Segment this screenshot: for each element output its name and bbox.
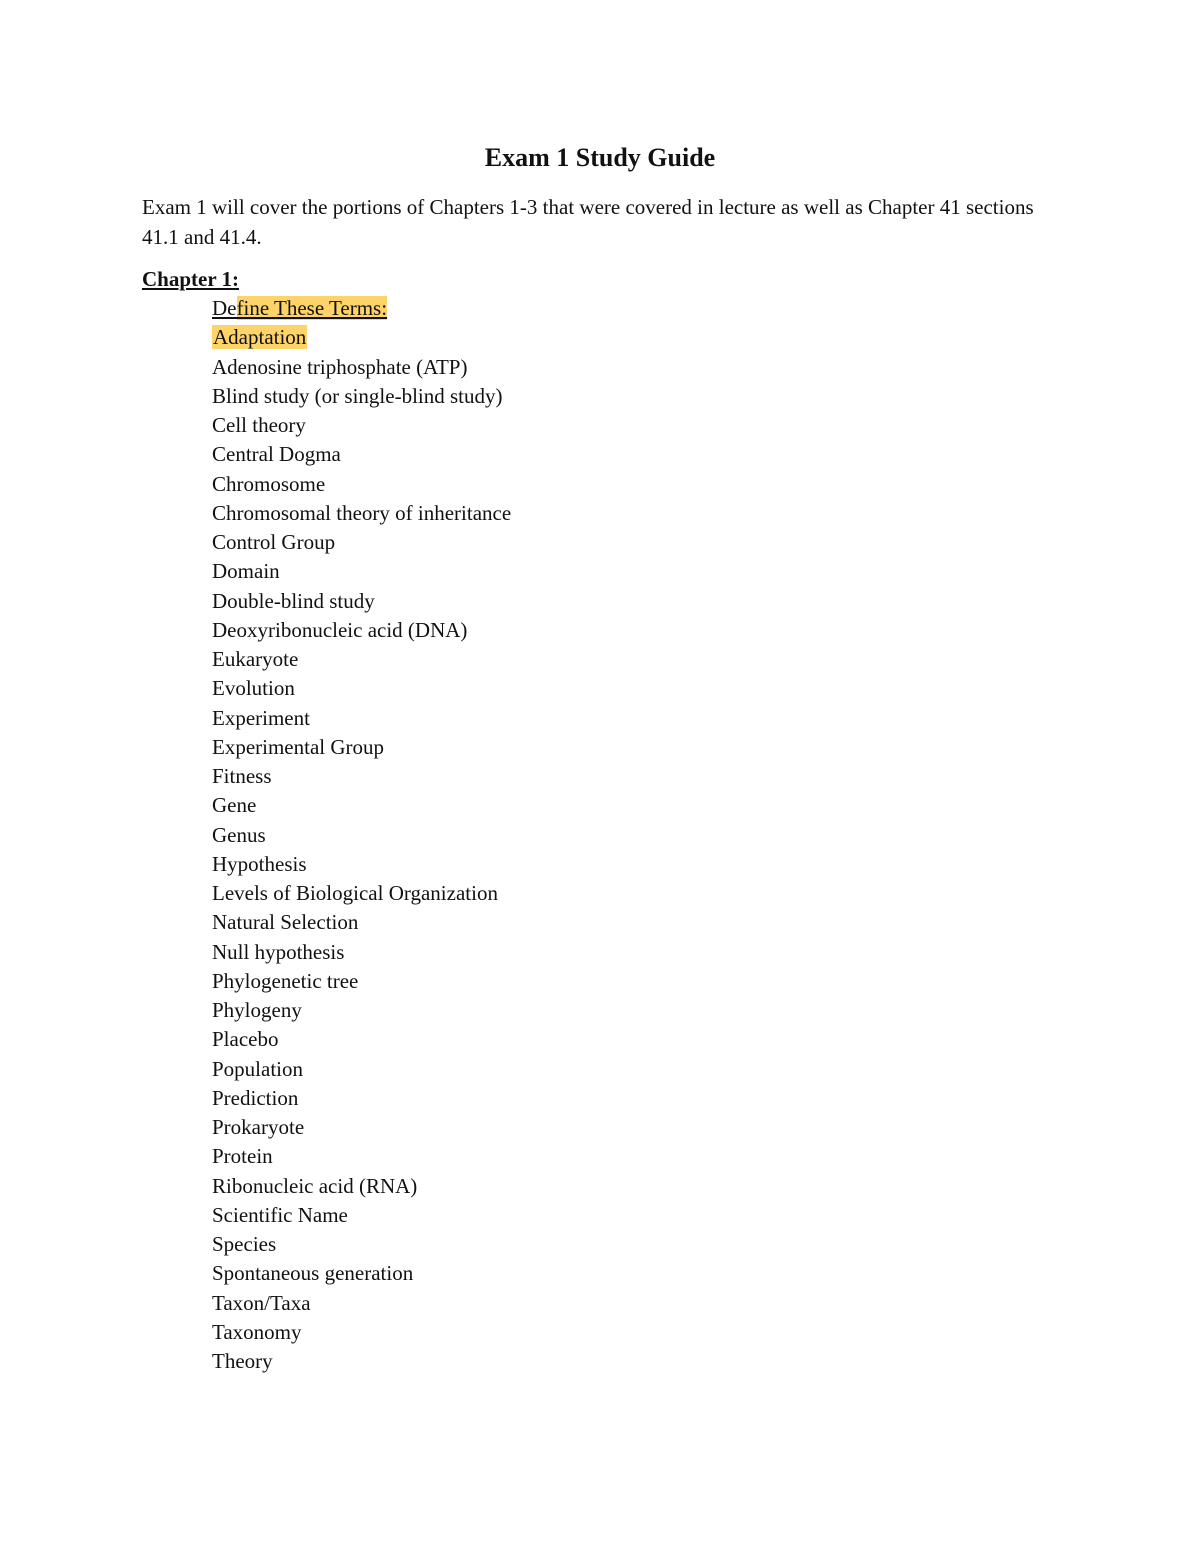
term-item [212, 1259, 511, 1288]
terms-subheading-text [212, 296, 387, 320]
term-item [212, 1289, 511, 1318]
term-text: Gene [212, 793, 257, 818]
term-item [212, 791, 511, 820]
term-text: Prokaryote [212, 1115, 305, 1139]
term-item [212, 1025, 511, 1054]
term-text: Experiment [212, 705, 310, 730]
term-item [212, 967, 511, 996]
terms-block [212, 294, 511, 1376]
subheading-highlighted-part: fine These Terms: [236, 296, 388, 320]
term-item [212, 411, 511, 440]
term-item [212, 1318, 511, 1347]
term-item [212, 1055, 511, 1084]
term-item [212, 850, 511, 879]
terms-list [212, 323, 511, 1376]
term-item [212, 762, 511, 791]
term-item [212, 1172, 511, 1201]
term-item [212, 353, 511, 382]
term-text: Blind study (or single-blind study) [212, 383, 503, 408]
term-text: Control Group [212, 530, 336, 554]
term-text: Chromosome [212, 471, 326, 496]
term-text: Adenosine triphosphate (ATP) [212, 354, 468, 379]
page-title: Exam 1 Study Guide [484, 143, 716, 172]
term-text: Levels of Biological Organization [212, 881, 498, 905]
term-text: Population [212, 1056, 304, 1081]
chapter-heading: Chapter 1: [142, 267, 240, 291]
term-text: Species [212, 1232, 277, 1256]
term-item [212, 938, 511, 967]
term-item [212, 1230, 511, 1259]
term-item [212, 616, 511, 645]
term-item [212, 821, 511, 850]
term-text: Evolution [212, 676, 295, 701]
term-text: Ribonucleic acid (RNA) [212, 1173, 418, 1198]
term-text: Null hypothesis [212, 939, 345, 964]
term-item [212, 587, 511, 616]
term-item [212, 1084, 511, 1113]
term-text: Protein [212, 1144, 273, 1169]
subheading-plain-part: De [212, 296, 237, 320]
term-text: Scientific Name [212, 1202, 348, 1227]
term-text: Prediction [212, 1085, 299, 1110]
term-text: Genus [212, 822, 266, 847]
term-item [212, 499, 511, 528]
term-text: Domain [212, 559, 280, 584]
term-text: Central Dogma [212, 442, 341, 467]
term-text: Adaptation [213, 325, 307, 350]
term-text: Spontaneous generation [212, 1261, 414, 1286]
term-item [212, 733, 511, 762]
term-text: Cell theory [212, 413, 306, 437]
term-item [212, 440, 511, 469]
term-item [212, 323, 511, 352]
term-text: Phylogeny [212, 998, 302, 1022]
term-text: Hypothesis [212, 851, 307, 876]
term-text: Fitness [212, 764, 272, 788]
term-item [212, 1201, 511, 1230]
term-item [212, 382, 511, 411]
term-item [212, 996, 511, 1025]
term-item [212, 908, 511, 937]
term-item [212, 879, 511, 908]
term-item [212, 1347, 511, 1376]
intro-paragraph: Exam 1 will cover the portions of Chapters 1-3 that were covered in lecture as well as Chapter 41 sections 41.1 and 41.4. [142, 195, 1034, 249]
term-text: Placebo [212, 1027, 279, 1052]
term-item [212, 470, 511, 499]
term-text: Chromosomal theory of inheritance [212, 500, 512, 525]
term-text: Eukaryote [212, 647, 299, 671]
term-item [212, 645, 511, 674]
term-item [212, 528, 511, 557]
term-text: Natural Selection [212, 910, 359, 935]
term-item [212, 674, 511, 703]
term-item [212, 704, 511, 733]
term-text: Taxon/Taxa [212, 1290, 311, 1315]
term-item [212, 1113, 511, 1142]
terms-subheading [212, 294, 511, 323]
term-text: Experimental Group [212, 734, 385, 759]
term-text: Phylogenetic tree [212, 968, 359, 993]
term-item [212, 557, 511, 586]
term-text: Taxonomy [212, 1319, 302, 1344]
term-item [212, 1142, 511, 1171]
term-text: Deoxyribonucleic acid (DNA) [212, 617, 468, 642]
term-text: Theory [212, 1349, 273, 1373]
term-text: Double-blind study [212, 588, 375, 613]
